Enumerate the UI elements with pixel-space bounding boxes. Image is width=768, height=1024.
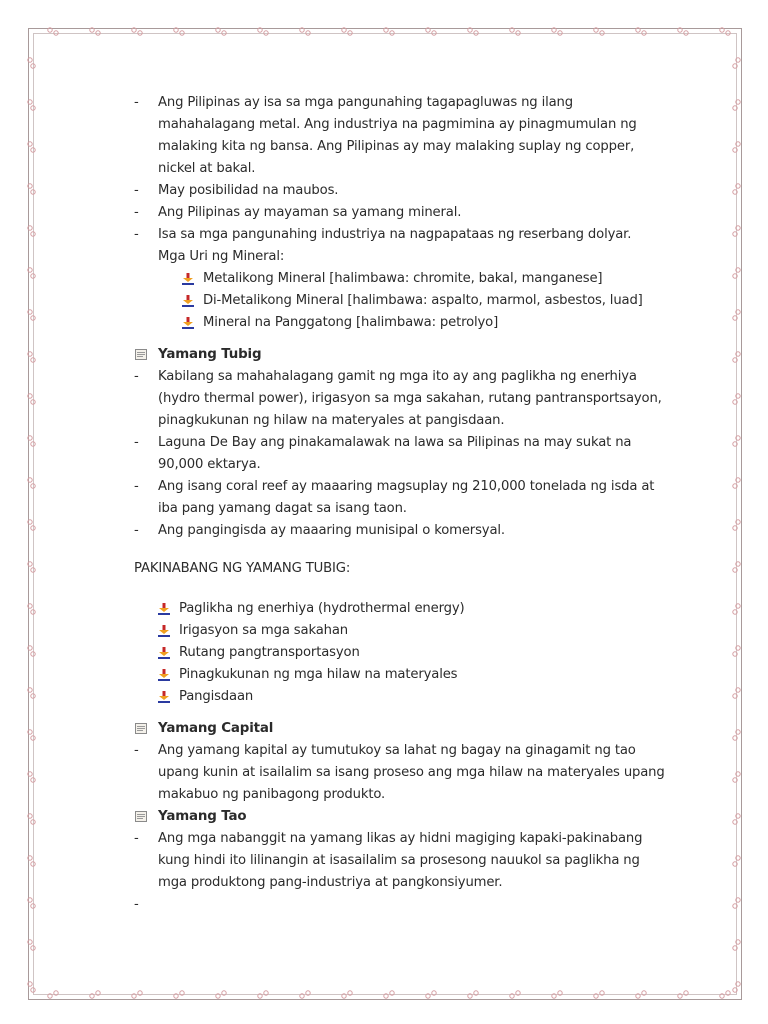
sub-list-item: [134, 312, 694, 334]
border-ornament-dot: [736, 604, 740, 608]
border-ornament-dot: [31, 568, 35, 572]
border-ornament-dot: [736, 898, 740, 902]
list-item: [134, 432, 694, 476]
list-item-line: mahahalagang metal. Ang industriya na pagmimina ay pinagmumulan ng: [158, 117, 637, 132]
border-ornament-dot: [28, 730, 32, 734]
border-ornament-dot: [31, 988, 35, 992]
border-ornament-dot: [28, 814, 32, 818]
section-heading-tao: [134, 806, 694, 828]
sub-list-item-text: Pangisdaan: [179, 689, 254, 704]
list-item: [134, 476, 694, 520]
border-ornament-dot: [736, 184, 740, 188]
border-ornament-dot: [31, 820, 35, 824]
list-item-line: Ang pangingisda ay maaaring munisipal o komersyal.: [158, 523, 505, 538]
border-ornament-dot: [736, 562, 740, 566]
border-ornament-dot: [348, 31, 352, 35]
border-ornament-dot: [28, 646, 32, 650]
list-item-line: Ang Pilipinas ay mayaman sa yamang mineral.: [158, 205, 462, 220]
border-ornament-dot: [31, 694, 35, 698]
arrow-down-bullet-icon: [158, 669, 170, 681]
border-ornament-dot: [720, 994, 724, 998]
border-ornament-dot: [736, 268, 740, 272]
border-ornament-dot: [552, 28, 556, 32]
list-item-line: Ang yamang kapital ay tumutukoy sa lahat ng bagay na ginagamit ng tao: [158, 743, 636, 758]
list-item-line: May posibilidad na maubos.: [158, 183, 339, 198]
border-ornament-dot: [28, 268, 32, 272]
border-ornament-dot: [736, 58, 740, 62]
list-item: [134, 520, 694, 542]
border-ornament-dot: [31, 148, 35, 152]
border-ornament-dot: [31, 862, 35, 866]
border-ornament-dot: [558, 31, 562, 35]
border-ornament-dot: [736, 646, 740, 650]
mineral-types-label: Mga Uri ng Mineral:: [158, 249, 285, 264]
dash-bullet: -: [134, 479, 139, 494]
border-ornament-dot: [432, 991, 436, 995]
mineral-types-list: [134, 268, 694, 334]
border-ornament-dot: [31, 190, 35, 194]
sub-list-item-text: Paglikha ng enerhiya (hydrothermal energy): [179, 601, 465, 616]
border-ornament-dot: [132, 28, 136, 32]
list-item-line: Laguna De Bay ang pinakamalawak na lawa sa Pilipinas na may sukat na: [158, 435, 632, 450]
dash-bullet: -: [134, 227, 139, 242]
border-ornament-dot: [733, 148, 737, 152]
list-item-line: malaking kita ng bansa. Ang Pilipinas ay may malaking suplay ng copper,: [158, 139, 635, 154]
border-ornament-dot: [31, 946, 35, 950]
mineral-bullet-list: [134, 92, 694, 246]
border-ornament-dot: [468, 28, 472, 32]
border-ornament-dot: [31, 232, 35, 236]
border-ornament-dot: [468, 994, 472, 998]
border-ornament-dot: [31, 358, 35, 362]
border-ornament-dot: [516, 31, 520, 35]
border-ornament-dot: [426, 28, 430, 32]
border-ornament-dot: [258, 28, 262, 32]
border-ornament-dot: [222, 991, 226, 995]
list-item: [134, 224, 694, 246]
border-ornament-dot: [28, 520, 32, 524]
list-item: [134, 202, 694, 224]
border-ornament-dot: [216, 28, 220, 32]
pakinabang-list: [134, 598, 694, 708]
border-ornament-dot: [264, 991, 268, 995]
border-ornament-dot: [31, 274, 35, 278]
border-ornament-dot: [96, 31, 100, 35]
border-ornament-dot: [552, 994, 556, 998]
border-ornament-dot: [733, 736, 737, 740]
border-ornament-dot: [31, 652, 35, 656]
border-ornament-dot: [678, 28, 682, 32]
arrow-down-bullet-icon: [182, 295, 194, 307]
sub-list-item-text: Di-Metalikong Mineral [halimbawa: aspalto, marmol, asbestos, luad]: [203, 293, 643, 308]
border-ornament-dot: [733, 694, 737, 698]
border-ornament-dot: [216, 994, 220, 998]
border-ornament-dot: [684, 991, 688, 995]
capital-bullet-list: [134, 740, 694, 806]
border-ornament-dot: [306, 991, 310, 995]
list-item-line: makabuo ng panibagong produkto.: [158, 787, 386, 802]
border-ornament-dot: [733, 442, 737, 446]
border-ornament-dot: [28, 940, 32, 944]
list-item-line: Ang Pilipinas ay isa sa mga pangunahing tagapagluwas ng ilang: [158, 95, 573, 110]
border-ornament-dot: [132, 994, 136, 998]
border-ornament-dot: [174, 28, 178, 32]
border-ornament-dot: [264, 31, 268, 35]
border-ornament-dot: [300, 28, 304, 32]
pakinabang-title: PAKINABANG NG YAMANG TUBIG:: [134, 561, 351, 576]
border-ornament-dot: [90, 994, 94, 998]
border-ornament-dot: [31, 778, 35, 782]
border-ornament-dot: [733, 652, 737, 656]
border-ornament-dot: [174, 994, 178, 998]
border-ornament-dot: [733, 568, 737, 572]
border-ornament-dot: [558, 991, 562, 995]
list-item-line: kung hindi ito lilinangin at isasailalim sa prosesong nauukol sa paglikha ng: [158, 853, 640, 868]
border-ornament-dot: [28, 226, 32, 230]
border-ornament-dot: [28, 856, 32, 860]
border-ornament-dot: [31, 442, 35, 446]
arrow-down-bullet-icon: [182, 317, 194, 329]
border-ornament-dot: [594, 28, 598, 32]
border-ornament-dot: [384, 28, 388, 32]
document-heading-icon: [135, 811, 147, 822]
list-item: [134, 740, 694, 806]
sub-list-item: [134, 290, 694, 312]
border-ornament-dot: [636, 28, 640, 32]
list-item-line: 90,000 ektarya.: [158, 457, 261, 472]
border-ornament-dot: [31, 736, 35, 740]
border-ornament-dot: [720, 28, 724, 32]
arrow-down-bullet-icon: [158, 647, 170, 659]
list-item: [134, 180, 694, 202]
border-ornament-dot: [342, 28, 346, 32]
border-ornament-dot: [31, 484, 35, 488]
border-ornament-dot: [384, 994, 388, 998]
border-ornament-dot: [736, 730, 740, 734]
border-ornament-dot: [31, 610, 35, 614]
border-ornament-dot: [28, 604, 32, 608]
border-ornament-dot: [510, 28, 514, 32]
border-ornament-dot: [733, 862, 737, 866]
border-ornament-dot: [28, 436, 32, 440]
border-ornament-dot: [733, 358, 737, 362]
border-ornament-dot: [48, 28, 52, 32]
sub-list-item-text: Mineral na Panggatong [halimbawa: petrolyo]: [203, 315, 499, 330]
list-item-line: mga produktong pang-industriya at pangkonsiyumer.: [158, 875, 503, 890]
dash-bullet: -: [134, 897, 139, 912]
border-ornament-dot: [684, 31, 688, 35]
border-ornament-dot: [31, 904, 35, 908]
border-ornament-dot: [54, 31, 58, 35]
border-ornament-dot: [736, 856, 740, 860]
border-ornament-dot: [90, 28, 94, 32]
border-ornament-dot: [736, 226, 740, 230]
dash-bullet: -: [134, 435, 139, 450]
section-heading-tubig: [134, 344, 694, 366]
border-ornament-dot: [138, 991, 142, 995]
list-item-line: iba pang yamang dagat sa isang taon.: [158, 501, 407, 516]
border-ornament-dot: [736, 394, 740, 398]
border-ornament-dot: [48, 994, 52, 998]
sub-list-item-text: Irigasyon sa mga sakahan: [179, 623, 348, 638]
border-ornament-dot: [736, 940, 740, 944]
sub-list-item-text: Rutang pangtransportasyon: [179, 645, 360, 660]
list-item-line: Ang isang coral reef ay maaaring magsuplay ng 210,000 tonelada ng isda at: [158, 479, 655, 494]
border-ornament-dot: [390, 991, 394, 995]
list-item-line: [158, 894, 694, 916]
border-ornament-dot: [31, 316, 35, 320]
border-ornament-dot: [736, 436, 740, 440]
dash-bullet: -: [134, 205, 139, 220]
border-ornament-dot: [222, 31, 226, 35]
list-item: [134, 828, 694, 894]
border-ornament-dot: [426, 994, 430, 998]
sub-list-item: [134, 268, 694, 290]
border-ornament-dot: [390, 31, 394, 35]
border-ornament-dot: [600, 31, 604, 35]
border-ornament-dot: [733, 106, 737, 110]
border-ornament-dot: [733, 484, 737, 488]
border-ornament-dot: [138, 31, 142, 35]
list-item: [134, 894, 694, 916]
section-heading-text: Yamang Tao: [158, 809, 247, 824]
border-ornament-dot: [28, 562, 32, 566]
arrow-down-bullet-icon: [158, 691, 170, 703]
border-ornament-dot: [736, 814, 740, 818]
border-ornament-dot: [516, 991, 520, 995]
border-ornament-dot: [474, 991, 478, 995]
border-ornament-dot: [594, 994, 598, 998]
border-ornament-dot: [736, 478, 740, 482]
border-ornament-dot: [733, 190, 737, 194]
border-ornament-dot: [733, 274, 737, 278]
border-ornament-dot: [306, 31, 310, 35]
border-ornament-dot: [736, 100, 740, 104]
border-ornament-dot: [54, 991, 58, 995]
border-ornament-dot: [31, 526, 35, 530]
tao-bullet-list: [134, 828, 694, 916]
border-ornament-dot: [510, 994, 514, 998]
dash-bullet: -: [134, 95, 139, 110]
border-ornament-dot: [28, 142, 32, 146]
list-item-line: Ang mga nabanggit na yamang likas ay hidni magiging kapaki-pakinabang: [158, 831, 643, 846]
border-ornament-dot: [733, 988, 737, 992]
border-ornament-dot: [342, 994, 346, 998]
border-ornament-dot: [600, 991, 604, 995]
border-ornament-dot: [736, 142, 740, 146]
arrow-down-bullet-icon: [158, 603, 170, 615]
border-ornament-dot: [736, 982, 740, 986]
list-item-line: (hydro thermal power), irigasyon sa mga sakahan, rutang pantransportsayon,: [158, 391, 662, 406]
dash-bullet: -: [134, 523, 139, 538]
border-ornament-dot: [28, 58, 32, 62]
list-item: [134, 92, 694, 180]
section-heading-capital: [134, 718, 694, 740]
sub-list-item: [134, 620, 694, 642]
border-ornament-dot: [28, 982, 32, 986]
list-item: [134, 366, 694, 432]
border-ornament-dot: [733, 820, 737, 824]
border-ornament-dot: [733, 316, 737, 320]
sub-list-item-text: Metalikong Mineral [halimbawa: chromite, bakal, manganese]: [203, 271, 603, 286]
border-ornament-dot: [96, 991, 100, 995]
border-ornament-dot: [31, 106, 35, 110]
border-ornament-dot: [726, 31, 730, 35]
list-item-line: pinagkukunan ng hilaw na materyales at pangisdaan.: [158, 413, 505, 428]
border-ornament-dot: [642, 991, 646, 995]
border-ornament-dot: [348, 991, 352, 995]
document-body: [134, 92, 694, 916]
border-ornament-dot: [180, 991, 184, 995]
border-ornament-dot: [474, 31, 478, 35]
border-ornament-dot: [28, 898, 32, 902]
tubig-bullet-list: [134, 366, 694, 542]
section-heading-text: Yamang Tubig: [158, 347, 262, 362]
border-ornament-dot: [28, 352, 32, 356]
list-item-line: Kabilang sa mahahalagang gamit ng mga ito ay ang paglikha ng enerhiya: [158, 369, 637, 384]
border-ornament-dot: [300, 994, 304, 998]
border-ornament-dot: [733, 904, 737, 908]
dash-bullet: -: [134, 369, 139, 384]
border-ornament-dot: [28, 394, 32, 398]
border-ornament-dot: [733, 526, 737, 530]
border-ornament-dot: [736, 688, 740, 692]
sub-list-item: [134, 598, 694, 620]
border-ornament-dot: [28, 100, 32, 104]
arrow-down-bullet-icon: [182, 273, 194, 285]
sub-list-item: [134, 642, 694, 664]
section-heading-text: Yamang Capital: [158, 721, 274, 736]
dash-bullet: -: [134, 183, 139, 198]
border-ornament-dot: [642, 31, 646, 35]
border-ornament-dot: [733, 610, 737, 614]
document-heading-icon: [135, 723, 147, 734]
border-ornament-dot: [258, 994, 262, 998]
border-ornament-dot: [736, 310, 740, 314]
border-ornament-dot: [636, 994, 640, 998]
border-ornament-dot: [678, 994, 682, 998]
border-ornament-dot: [733, 778, 737, 782]
list-item-line: upang kunin at isailalim sa isang proseso ang mga hilaw na materyales upang: [158, 765, 665, 780]
sub-list-item-text: Pinagkukunan ng mga hilaw na materyales: [179, 667, 458, 682]
document-heading-icon: [135, 349, 147, 360]
border-ornament-dot: [733, 232, 737, 236]
border-ornament-dot: [733, 946, 737, 950]
border-ornament-dot: [733, 64, 737, 68]
border-ornament-dot: [28, 772, 32, 776]
dash-bullet: -: [134, 831, 139, 846]
list-item-line: Isa sa mga pangunahing industriya na nagpapataas ng reserbang dolyar.: [158, 227, 632, 242]
border-ornament-dot: [28, 184, 32, 188]
dash-bullet: -: [134, 743, 139, 758]
border-ornament-dot: [28, 478, 32, 482]
border-ornament-dot: [736, 772, 740, 776]
border-ornament-dot: [31, 64, 35, 68]
sub-list-item: [134, 664, 694, 686]
border-ornament-dot: [31, 400, 35, 404]
border-ornament-dot: [726, 991, 730, 995]
border-ornament-dot: [733, 400, 737, 404]
border-ornament-dot: [28, 310, 32, 314]
border-ornament-dot: [736, 352, 740, 356]
arrow-down-bullet-icon: [158, 625, 170, 637]
border-ornament-dot: [28, 688, 32, 692]
sub-list-item: [134, 686, 694, 708]
border-ornament-dot: [432, 31, 436, 35]
border-ornament-dot: [180, 31, 184, 35]
list-item-line: nickel at bakal.: [158, 161, 256, 176]
border-ornament-dot: [736, 520, 740, 524]
